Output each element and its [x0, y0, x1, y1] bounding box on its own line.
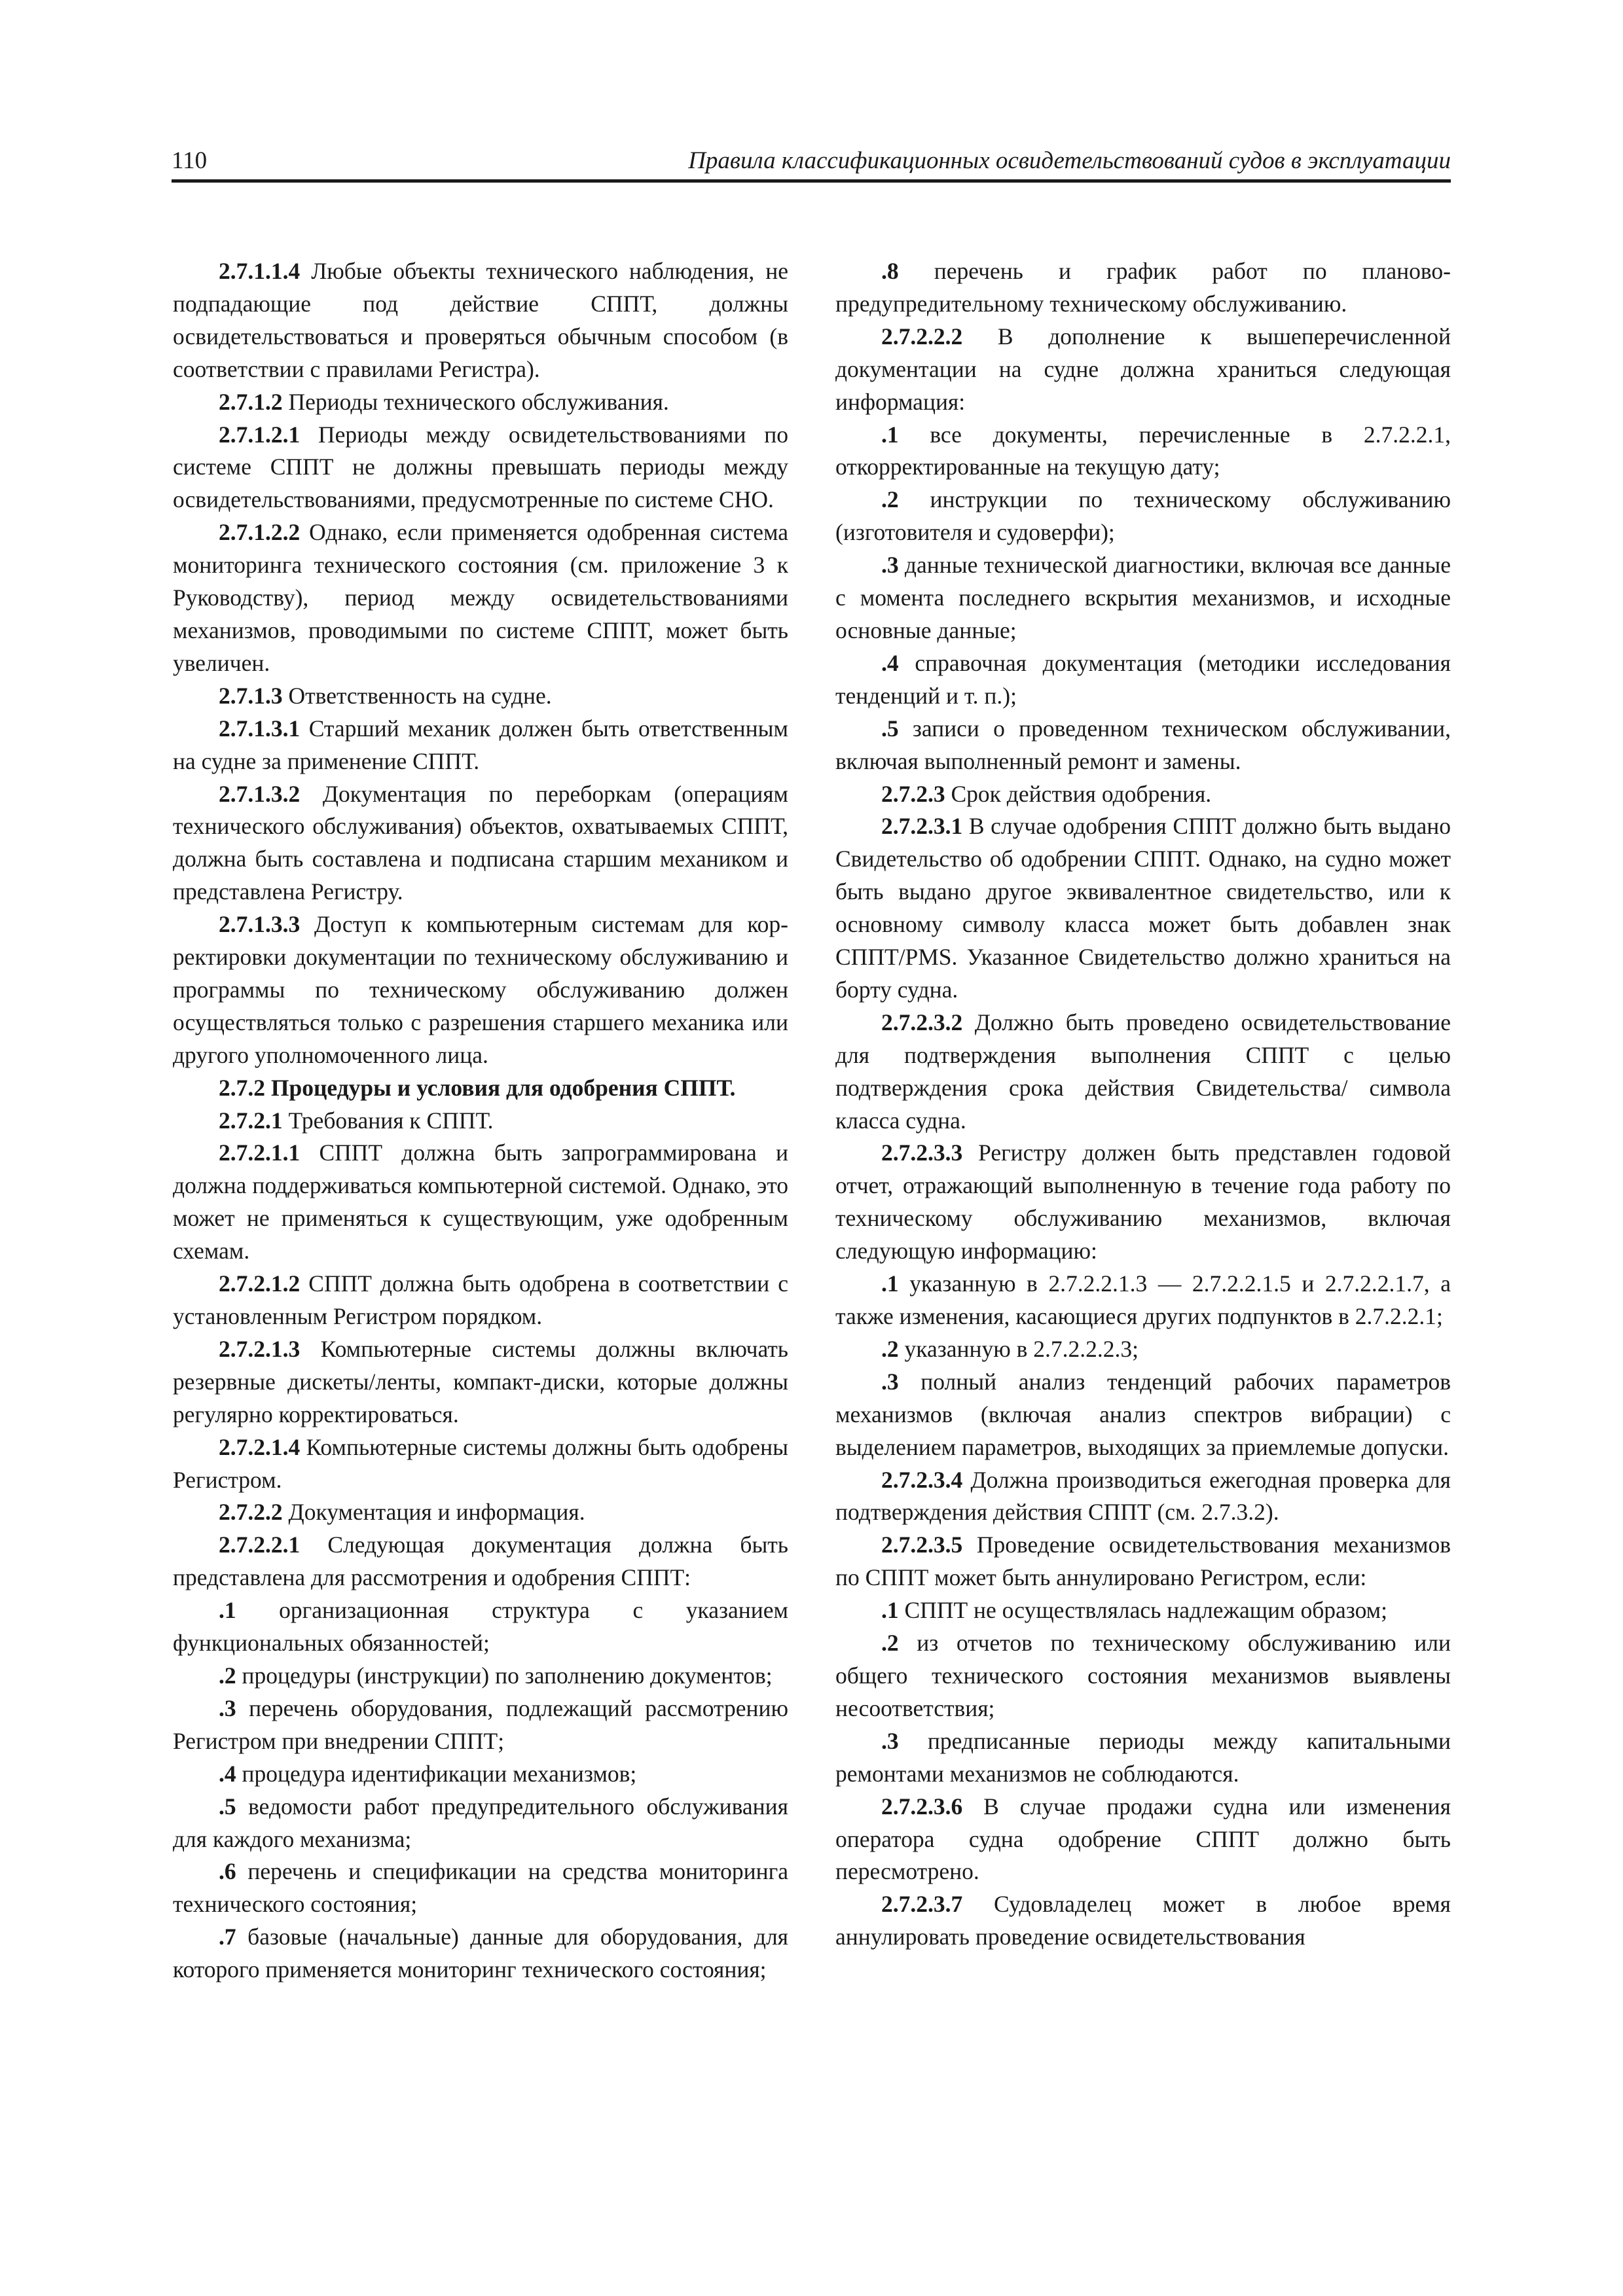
clause-text: Компьютерные системы должны быть одобрены Регистром. — [173, 1433, 788, 1493]
clause-text: В случае продажи судна или изменения оператора судна одобрение СППТ должно быть пересмотрено. — [835, 1793, 1451, 1885]
clause-number: 2.7.1.3.1 — [219, 715, 301, 742]
page-number: 110 — [172, 147, 208, 174]
clause-number: .4 — [881, 649, 899, 676]
clause-text: СППТ должна быть одобрена в соответствии с установленным Регистром порядком. — [173, 1270, 788, 1329]
clause-text: Судовладелец может в любое время аннулировать проведение освидетельствования — [835, 1891, 1451, 1950]
clause-text: Процедуры и условия для одобрения СППТ. — [265, 1074, 736, 1101]
clause-number: .2 — [881, 486, 899, 513]
clause-text: Доступ к компьютерным системам для корректировки документации по техническому обслуживанию и программы по техническому обслуживанию должен осуществляться только с разрешения старшего механика или другого уполномоченного лица. — [173, 911, 788, 1068]
clause-number: 2.7.1.3.3 — [219, 911, 301, 938]
clause-text: Проведение освидетельствования механизмов по СППТ может быть аннулировано Регистром, если: — [835, 1532, 1451, 1591]
paragraph — [835, 1366, 1451, 1464]
clause-number: .2 — [219, 1662, 236, 1689]
clause-text: Следующая документация должна быть представлена для рассмотрения и одобрения СППТ: — [173, 1532, 788, 1591]
clause-number: 2.7.2.3.2 — [881, 1009, 963, 1035]
clause-number: 2.7.1.3 — [219, 682, 283, 709]
paragraph — [173, 1594, 788, 1660]
right-column — [835, 255, 1451, 1954]
paragraph — [173, 1333, 788, 1431]
paragraph — [173, 778, 788, 909]
clause-number: 2.7.2.1.1 — [219, 1139, 301, 1166]
clause-number: 2.7.2.3.1 — [881, 813, 963, 840]
paragraph — [835, 1007, 1451, 1138]
clause-text: из отчетов по техническому обслуживанию или общего технического состояния механизмов выявлены несоответствия; — [835, 1630, 1451, 1721]
paragraph — [173, 255, 788, 386]
paragraph — [173, 386, 788, 419]
clause-number: 2.7.2.3.6 — [881, 1793, 963, 1820]
paragraph — [173, 1137, 788, 1268]
clause-text: Старший механик должен быть ответственным на судне за применение СППТ. — [173, 715, 788, 774]
clause-number: 2.7.2.3.4 — [881, 1466, 963, 1493]
paragraph — [835, 1888, 1451, 1954]
paragraph — [835, 1333, 1451, 1366]
paragraph — [173, 516, 788, 680]
clause-text: записи о проведенном техническом обслуживании, включая выполненный ремонт и замены. — [835, 715, 1451, 774]
clause-text: Периоды между освидетельствованиями по системе СППТ не должны превышать периоды между освидетельствованиями, предусмотренные по системе СНО. — [173, 421, 788, 513]
clause-number: 2.7.1.2.1 — [219, 421, 301, 448]
paragraph — [173, 1268, 788, 1333]
clause-number: 2.7.2.1 — [219, 1107, 283, 1134]
clause-text: организационная структура с указанием функциональных обязанностей; — [173, 1597, 788, 1657]
clause-text: Документация по переборкам (операциям технического обслуживания) объектов, охватываемых СППТ, должна быть составлена и подписана старшим механиком и представлена Регистру. — [173, 780, 788, 905]
clause-number: .3 — [881, 1727, 899, 1754]
clause-text: перечень и график работ по планово-предупредительному техническому обслуживанию. — [835, 258, 1451, 317]
clause-number: .2 — [881, 1630, 899, 1657]
clause-number: 2.7.2.3.7 — [881, 1891, 963, 1918]
paragraph — [835, 1529, 1451, 1594]
left-column — [173, 255, 788, 1986]
clause-number: .7 — [219, 1924, 236, 1950]
paragraph — [173, 1105, 788, 1138]
clause-number: .1 — [881, 1270, 899, 1297]
clause-text: полный анализ тенденций рабочих параметров механизмов (включая анализ спектров вибрации) с выделением параметров, выходящих за приемлемые допуски. — [835, 1368, 1451, 1460]
paragraph — [173, 1660, 788, 1693]
clause-text: Компьютерные системы должны включать резервные дискеты/ленты, компакт-диски, которые должны регулярно корректироваться. — [173, 1335, 788, 1427]
clause-number: 2.7.2.3.5 — [881, 1532, 963, 1558]
clause-number: 2.7.2.3.3 — [881, 1139, 963, 1166]
clause-text: ведомости работ предупредительного обслуживания для каждого механизма; — [173, 1793, 788, 1852]
paragraph — [835, 713, 1451, 778]
clause-text: данные технической диагностики, включая все данные с момента последнего вскрытия механизмов, и исходные основные данные; — [835, 552, 1451, 643]
clause-number: 2.7.2.2.1 — [219, 1532, 301, 1558]
clause-number: .5 — [881, 715, 899, 742]
clause-number: 2.7.1.2 — [219, 388, 283, 415]
clause-number: .2 — [881, 1335, 899, 1362]
clause-text: базовые (начальные) данные для оборудования, для которого применяется мониторинг технического состояния; — [173, 1924, 788, 1983]
paragraph — [835, 810, 1451, 1006]
clause-number: .6 — [219, 1858, 236, 1885]
clause-number: 2.7.1.3.2 — [219, 780, 301, 807]
clause-number: 2.7.2.1.2 — [219, 1270, 301, 1297]
clause-text: процедура идентификации механизмов; — [236, 1760, 637, 1787]
clause-text: Любые объекты технического наблюдения, не подпадающие под действие СППТ, должны освидетельствоваться и проверяться обычным способом (в соответствии с правилами Регистра). — [173, 258, 788, 382]
clause-text: Регистру должен быть представлен годовой отчет, отражающий выполненную в течение года работу по техническому обслуживанию механизмов, включая следующую информацию: — [835, 1139, 1451, 1265]
clause-number: .1 — [219, 1597, 236, 1624]
clause-number: .1 — [881, 421, 899, 448]
clause-number: 2.7.1.2.2 — [219, 519, 301, 546]
clause-number: 2.7.1.1.4 — [219, 258, 301, 284]
paragraph — [835, 1137, 1451, 1268]
clause-text: Однако, если применяется одобренная система мониторинга технического состояния (см. приложение 3 к Руководству), период между освидетельствованиями механизмов, проводимыми по системе СППТ, может быть увеличен. — [173, 519, 788, 676]
clause-text: инструкции по техническому обслуживанию (изготовителя и судоверфи); — [835, 486, 1451, 546]
clause-number: .8 — [881, 258, 899, 284]
clause-text: Должно быть проведено освидетельствование для подтверждения выполнения СППТ с целью подтверждения срока действия Свидетельства/ символа класса судна. — [835, 1009, 1451, 1134]
clause-number: .1 — [881, 1597, 899, 1624]
clause-text: указанную в 2.7.2.2.2.3; — [898, 1335, 1139, 1362]
paragraph — [835, 549, 1451, 647]
page-header — [172, 145, 1451, 183]
clause-text: предписанные периоды между капитальными ремонтами механизмов не соблюдаются. — [835, 1727, 1451, 1787]
clause-text: указанную в 2.7.2.2.1.3 — 2.7.2.2.1.5 и 2.7.2.2.1.7, а также изменения, касающиеся других подпунктов в 2.7.2.2.1; — [835, 1270, 1451, 1329]
paragraph — [173, 1791, 788, 1856]
clause-number: .3 — [881, 1368, 899, 1395]
clause-number: 2.7.2.1.3 — [219, 1335, 301, 1362]
paragraph — [173, 1496, 788, 1529]
paragraph — [835, 255, 1451, 321]
paragraph — [835, 778, 1451, 811]
paragraph — [173, 680, 788, 713]
paragraph — [835, 419, 1451, 484]
paragraph — [173, 908, 788, 1072]
clause-text: все документы, перечисленные в 2.7.2.2.1, откорректированные на текущую дату; — [835, 421, 1451, 480]
running-title: Правила классификационных освидетельствований судов в эксплуатации — [688, 147, 1451, 174]
clause-text: Должна производиться ежегодная проверка для подтверждения действия СППТ (см. 2.7.3.2). — [835, 1466, 1451, 1526]
clause-number: 2.7.2.2 — [219, 1499, 283, 1526]
clause-text: Периоды технического обслуживания. — [282, 388, 669, 415]
paragraph — [835, 321, 1451, 419]
clause-text: СППТ не осуществлялась надлежащим образом; — [898, 1597, 1387, 1624]
clause-number: .3 — [881, 552, 899, 579]
paragraph — [173, 1921, 788, 1986]
clause-text: процедуры (инструкции) по заполнению документов; — [236, 1662, 773, 1689]
clause-text: справочная документация (методики исследования тенденций и т. п.); — [835, 649, 1451, 709]
clause-number: .4 — [219, 1760, 236, 1787]
clause-text: СППТ должна быть запрограммирована и должна поддерживаться компьютерной системой. Однако, это может не применяться к существующим, уже одобренным схемам. — [173, 1139, 788, 1265]
clause-text: В случае одобрения СППТ должно быть выдано Свидетельство об одобрении СППТ. Однако, на судно может быть выдано другое эквивалентное свидетельство, или к основному символу класса может быть добавлен знак СППТ/PMS. Указанное Свидетельство должно храниться на борту судна. — [835, 813, 1451, 1003]
paragraph — [835, 1268, 1451, 1333]
clause-number: 2.7.2 — [219, 1074, 265, 1101]
paragraph — [173, 1856, 788, 1921]
clause-text: Срок действия одобрения. — [945, 780, 1212, 807]
paragraph — [173, 1758, 788, 1791]
paragraph — [173, 419, 788, 517]
clause-number: .5 — [219, 1793, 236, 1820]
clause-text: перечень и спецификации на средства мониторинга технического состояния; — [173, 1858, 788, 1918]
clause-number: 2.7.2.3 — [881, 780, 945, 807]
clause-text: перечень оборудования, подлежащий рассмотрению Регистром при внедрении СППТ; — [173, 1695, 788, 1754]
paragraph — [835, 647, 1451, 713]
clause-text: Требования к СППТ. — [282, 1107, 494, 1134]
paragraph — [835, 1791, 1451, 1889]
paragraph — [173, 1529, 788, 1594]
paragraph — [835, 1464, 1451, 1530]
paragraph — [835, 484, 1451, 549]
clause-number: .3 — [219, 1695, 236, 1721]
clause-text: Документация и информация. — [282, 1499, 585, 1526]
paragraph — [173, 1072, 788, 1105]
paragraph — [173, 1693, 788, 1758]
paragraph — [173, 1431, 788, 1497]
clause-text: Ответственность на судне. — [282, 682, 552, 709]
clause-number: 2.7.2.1.4 — [219, 1433, 301, 1460]
paragraph — [835, 1594, 1451, 1627]
paragraph — [173, 713, 788, 778]
clause-number: 2.7.2.2.2 — [881, 323, 963, 350]
paragraph — [835, 1627, 1451, 1725]
paragraph — [835, 1725, 1451, 1791]
clause-text: В дополнение к вышеперечисленной документации на судне должна храниться следующая информация: — [835, 323, 1451, 415]
